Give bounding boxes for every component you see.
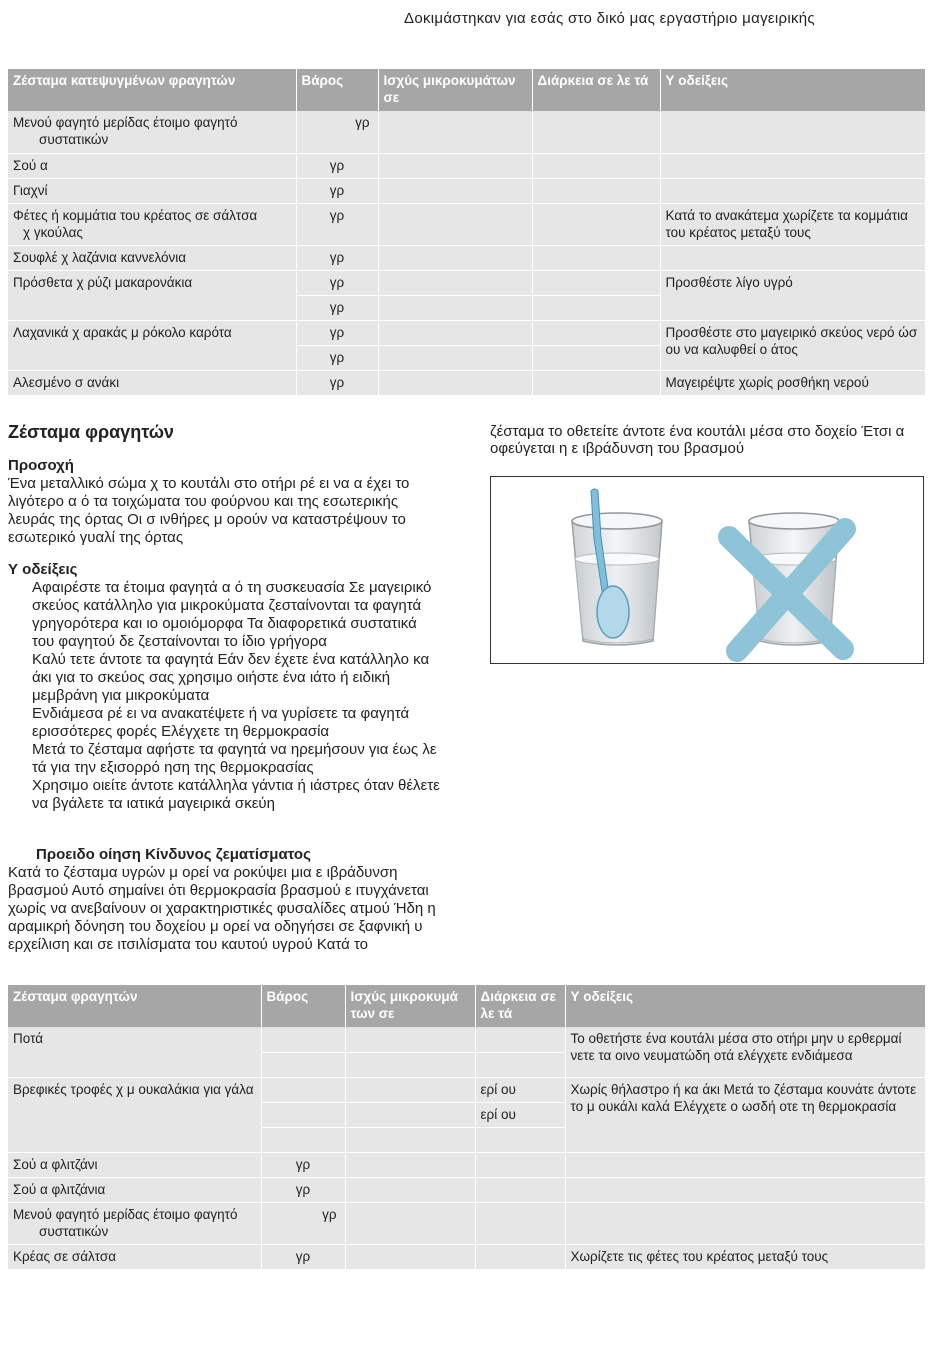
weight-cell: γρ bbox=[261, 1244, 345, 1269]
col-header-duration: Διάρκεια σε λε τά bbox=[532, 69, 660, 111]
duration-cell bbox=[532, 370, 660, 395]
weight-cell: γρ bbox=[296, 203, 378, 245]
table-row bbox=[8, 111, 925, 153]
weight-cell: γρ bbox=[296, 320, 378, 345]
food-label-cont: χ γκούλας bbox=[23, 224, 83, 240]
tip-cell bbox=[565, 1152, 925, 1177]
tips-block bbox=[8, 561, 440, 813]
tip-cell bbox=[660, 153, 925, 178]
duration-cell bbox=[532, 320, 660, 345]
table-row bbox=[8, 1027, 925, 1052]
power-cell bbox=[345, 1027, 475, 1052]
food-cell: Λαχανικά χ αρακάς μ ρόκολο καρότα bbox=[8, 320, 296, 370]
tip-cell: Το οθετήστε ένα κουτάλι μέσα στο οτήρι μην υ ερθερμαί νετε τα οινο νευματώδη οτά ελέγχετε ενδιάμεσα bbox=[565, 1027, 925, 1077]
duration-cell bbox=[475, 1027, 565, 1052]
duration-cell bbox=[532, 111, 660, 153]
weight-cell bbox=[261, 1027, 345, 1052]
caution-text: Ένα μεταλλικό σώμα χ το κουτάλι στο οτήρι ρέ ει να α έχει το λιγότερο α ό τα τοιχώματα του φούρνου και της εσωτερικής λευράς της όρτας Οι σ ινθήρες μ ορούν να καταστρέψουν το εσωτερικό γυαλί της όρτας bbox=[8, 475, 410, 546]
tip-cell: Κατά το ανακάτεμα χωρίζετε τα κομμάτια του κρέατος μεταξύ τους bbox=[660, 203, 925, 245]
power-cell bbox=[378, 345, 532, 370]
tip-item: Ενδιάμεσα ρέ ει να ανακατέψετε ή να γυρίσετε τα φαγητά ερισσότερες φορές Ελέγχετε τη θερμοκρασία bbox=[32, 705, 410, 740]
power-cell bbox=[345, 1244, 475, 1269]
food-cell bbox=[8, 203, 296, 245]
power-cell bbox=[345, 1077, 475, 1102]
table-row bbox=[8, 153, 925, 178]
power-cell bbox=[378, 370, 532, 395]
duration-cell bbox=[532, 345, 660, 370]
table-row bbox=[8, 270, 925, 295]
food-cell bbox=[8, 1202, 261, 1244]
section-title: Ζέσταμα φραγητών bbox=[8, 422, 174, 442]
warning-text: Κατά το ζέσταμα υγρών μ ορεί να ροκύψει μια ε ιβράδυνση βρασμού Αυτό σημαίνει ότι θερμοκρασία βρασμού ε ιτυγχάνεται χωρίς να ανεβαίνουν οι χαρακτηριστικές φυσαλίδες ατμού Ήδη η αραμικρή δόνηση του δοχείου μ ορεί να οδηγήσει σε ξαφνική υ ερχείλιση και σε ιτσιλίσματα του καυτού υγρού Κατά το bbox=[8, 864, 436, 953]
crossed-out-glass-icon bbox=[729, 513, 845, 651]
glass-with-spoon-icon bbox=[572, 489, 662, 645]
table-row bbox=[8, 245, 925, 270]
tips-title: Υ οδείξεις bbox=[8, 561, 78, 578]
col-header-power: Ισχύς μικροκυμά των σε bbox=[345, 985, 475, 1027]
power-cell bbox=[345, 1102, 475, 1127]
food-cell: Γιαχνί bbox=[8, 178, 296, 203]
caution-title: Προσοχή bbox=[8, 457, 74, 474]
duration-cell bbox=[532, 203, 660, 245]
weight-cell: γρ bbox=[296, 245, 378, 270]
table-row bbox=[8, 1177, 925, 1202]
food-cell: Σού α bbox=[8, 153, 296, 178]
food-cell: Πρόσθετα χ ρύζι μακαρονάκια bbox=[8, 270, 296, 320]
food-cell: Σουφλέ χ λαζάνια καννελόνια bbox=[8, 245, 296, 270]
power-cell bbox=[345, 1052, 475, 1077]
weight-cell: γρ bbox=[296, 270, 378, 295]
col-header-power: Ισχύς μικροκυμάτων σε bbox=[378, 69, 532, 111]
weight-cell bbox=[261, 1077, 345, 1102]
food-label: Φέτες ή κομμάτια του κρέατος σε σάλτσα bbox=[13, 207, 258, 223]
table-row bbox=[8, 178, 925, 203]
food-cell: Σού α φλιτζάνια bbox=[8, 1177, 261, 1202]
warning-title: Προειδο οίηση Κίνδυνος ζεματίσματος bbox=[36, 846, 311, 863]
weight-cell: γρ bbox=[296, 111, 378, 153]
food-cell: Αλεσμένο σ ανάκι bbox=[8, 370, 296, 395]
col-header-food: Ζέσταμα κατεψυγμένων φραγητών bbox=[8, 69, 296, 111]
power-cell bbox=[378, 245, 532, 270]
table-row bbox=[8, 203, 925, 245]
tip-item: Αφαιρέστε τα έτοιμα φαγητά α ό τη συσκευασία Σε μαγειρικό σκεύος κατάλληλο για μικροκύματα ζεσταίνονται τα φαγητά γρηγορότερα και ιο ομοιόμορφα Τα διαφορετικά συστατικά του φαγητού δε ζεσταίνονται το ίδιο γρήγορα bbox=[32, 579, 432, 650]
power-cell bbox=[378, 295, 532, 320]
tip-cell: Χωρίς θήλαστρο ή κα άκι Μετά το ζέσταμα κουνάτε άντοτε το μ ουκάλι καλά Ελέγχετε ο ωσδή οτε τη θερμοκρασία bbox=[565, 1077, 925, 1152]
duration-cell bbox=[475, 1244, 565, 1269]
food-reheating-table bbox=[8, 985, 926, 1270]
glass-figure-svg bbox=[491, 477, 923, 663]
col-header-duration: Διάρκεια σε λε τά bbox=[475, 985, 565, 1027]
page-header: Δοκιμάστηκαν για εσάς στο δικό μας εργαστήριο μαγειρικής bbox=[404, 10, 815, 27]
table-row bbox=[8, 1152, 925, 1177]
duration-cell: ερί ου bbox=[475, 1102, 565, 1127]
food-label: Μενού φαγητό μερίδας έτοιμο φαγητό bbox=[13, 1206, 238, 1222]
food-cell: Σού α φλιτζάνι bbox=[8, 1152, 261, 1177]
tip-item: Μετά το ζέσταμα αφήστε τα φαγητά να ηρεμήσουν για έως λε τά για την εξισορρό ηση της θερμοκρασίας bbox=[32, 741, 437, 776]
power-cell bbox=[378, 320, 532, 345]
weight-cell: γρ bbox=[296, 295, 378, 320]
weight-cell: γρ bbox=[261, 1152, 345, 1177]
warning-text-continued: ζέσταμα το οθετείτε άντοτε ένα κουτάλι μέσα στο δοχείο Έτσι α οφεύγεται η ε ιβράδυνση του βρασμού bbox=[490, 423, 905, 457]
weight-cell: γρ bbox=[261, 1202, 345, 1244]
tip-cell: Μαγειρέψτε χωρίς ροσθήκη νερού bbox=[660, 370, 925, 395]
caution-block bbox=[8, 457, 440, 547]
tip-cell bbox=[565, 1202, 925, 1244]
food-cell: Βρεφικές τροφές χ μ ουκαλάκια για γάλα bbox=[8, 1077, 261, 1152]
tip-cell: Προσθέστε λίγο υγρό bbox=[660, 270, 925, 320]
spoon-in-glass-figure bbox=[490, 476, 924, 664]
table-row bbox=[8, 1202, 925, 1244]
weight-cell: γρ bbox=[296, 153, 378, 178]
duration-cell bbox=[475, 1177, 565, 1202]
col-header-tips: Υ οδείξεις bbox=[660, 69, 925, 111]
tip-cell: Προσθέστε στο μαγειρικό σκεύος νερό ώσ ου να καλυφθεί ο άτος bbox=[660, 320, 925, 370]
duration-cell bbox=[475, 1052, 565, 1077]
duration-cell bbox=[475, 1127, 565, 1152]
table-row bbox=[8, 1077, 925, 1102]
duration-cell bbox=[532, 178, 660, 203]
table-row bbox=[8, 320, 925, 345]
duration-cell bbox=[475, 1152, 565, 1177]
table-row bbox=[8, 370, 925, 395]
tip-cell: Χωρίζετε τις φέτες του κρέατος μεταξύ τους bbox=[565, 1244, 925, 1269]
tip-cell bbox=[660, 111, 925, 153]
power-cell bbox=[378, 178, 532, 203]
col-header-weight: Βάρος bbox=[296, 69, 378, 111]
power-cell bbox=[345, 1152, 475, 1177]
table-row bbox=[8, 1244, 925, 1269]
weight-cell bbox=[261, 1102, 345, 1127]
tip-item: Καλύ τετε άντοτε τα φαγητά Εάν δεν έχετε ένα κατάλληλο κα άκι για το σκεύος σας χρησιμο οιήστε ένα ιάτο ή ειδική μεμβράνη για μικροκύματα bbox=[32, 651, 430, 704]
power-cell bbox=[378, 203, 532, 245]
weight-cell: γρ bbox=[261, 1177, 345, 1202]
weight-cell: γρ bbox=[296, 178, 378, 203]
col-header-weight: Βάρος bbox=[261, 985, 345, 1027]
food-cell bbox=[8, 111, 296, 153]
weight-cell bbox=[261, 1127, 345, 1152]
food-cell: Ποτά bbox=[8, 1027, 261, 1077]
duration-cell bbox=[475, 1202, 565, 1244]
food-label-cont: συστατικών bbox=[39, 132, 109, 147]
duration-cell bbox=[532, 295, 660, 320]
duration-cell bbox=[532, 153, 660, 178]
duration-cell bbox=[532, 270, 660, 295]
weight-cell bbox=[261, 1052, 345, 1077]
power-cell bbox=[345, 1202, 475, 1244]
warning-block bbox=[8, 846, 440, 954]
tip-cell bbox=[660, 178, 925, 203]
frozen-food-table bbox=[8, 69, 926, 396]
duration-cell: ερί ου bbox=[475, 1077, 565, 1102]
power-cell bbox=[345, 1127, 475, 1152]
col-header-tips: Υ οδείξεις bbox=[565, 985, 925, 1027]
weight-cell: γρ bbox=[296, 370, 378, 395]
tip-cell bbox=[660, 245, 925, 270]
power-cell bbox=[378, 153, 532, 178]
food-label: Μενού φαγητό μερίδας έτοιμο φαγητό bbox=[13, 115, 238, 130]
power-cell bbox=[345, 1177, 475, 1202]
power-cell bbox=[378, 111, 532, 153]
food-label-cont: συστατικών bbox=[39, 1223, 109, 1239]
col-header-food: Ζέσταμα φραγητών bbox=[8, 985, 261, 1027]
weight-cell: γρ bbox=[296, 345, 378, 370]
power-cell bbox=[378, 270, 532, 295]
duration-cell bbox=[532, 245, 660, 270]
food-cell: Κρέας σε σάλτσα bbox=[8, 1244, 261, 1269]
tip-cell bbox=[565, 1177, 925, 1202]
tip-item: Χρησιμο οιείτε άντοτε κατάλληλα γάντια ή ιάστρες όταν θέλετε να βγάλετε τα ιατικά μαγειρικά σκεύη bbox=[32, 777, 440, 812]
